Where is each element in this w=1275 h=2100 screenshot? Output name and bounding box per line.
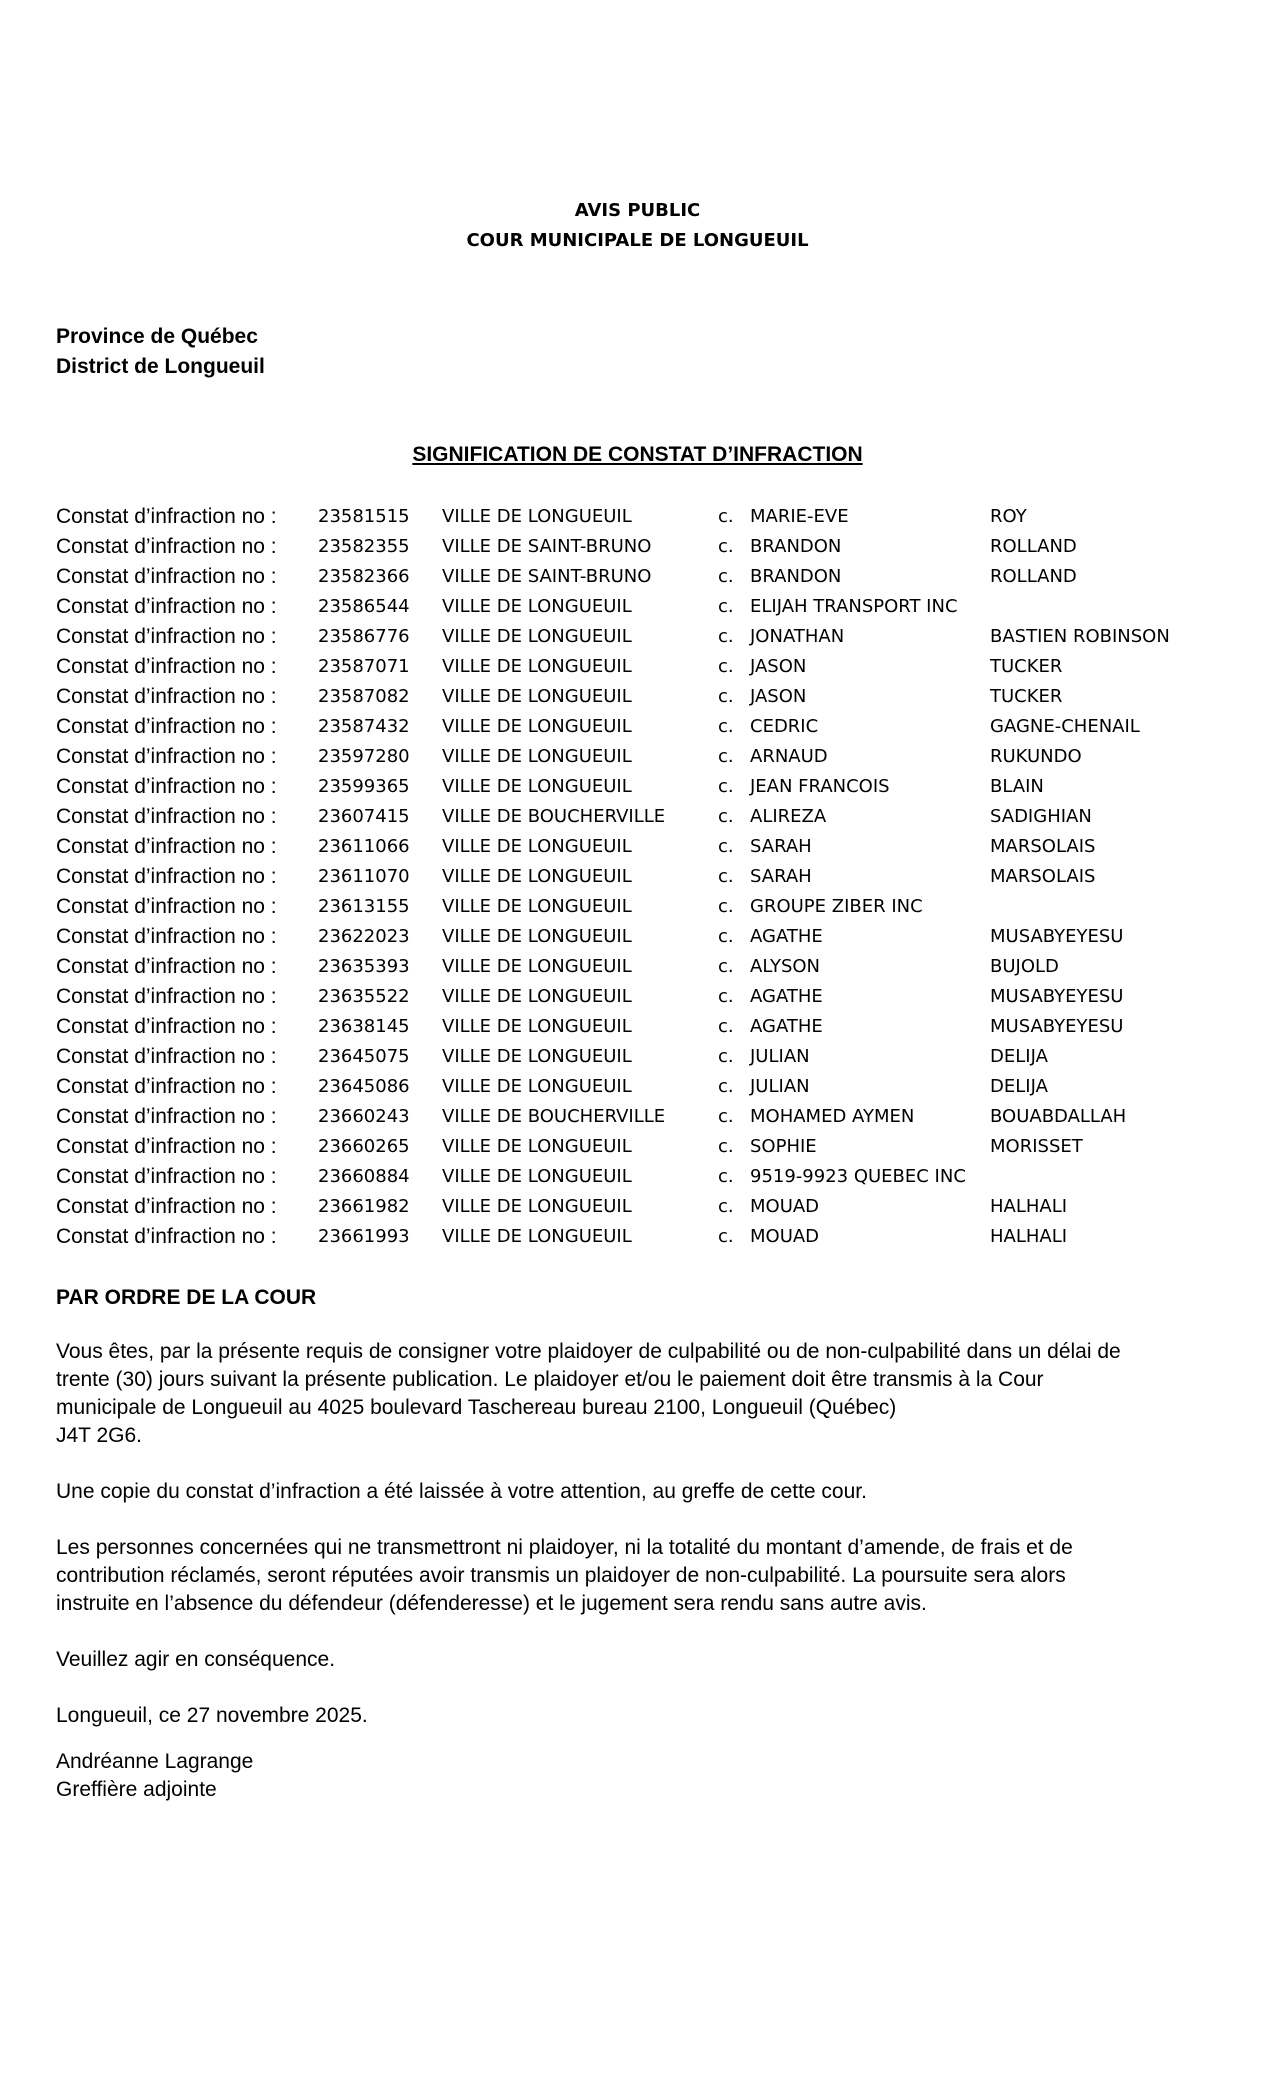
- entry-first-name: SARAH: [750, 836, 812, 857]
- entry-versus: c.: [718, 926, 734, 947]
- entry-first-name: CEDRIC: [750, 716, 819, 737]
- entry-versus: c.: [718, 716, 734, 737]
- entry-versus: c.: [718, 1046, 734, 1067]
- infraction-row: [56, 982, 1246, 1012]
- copy-paragraph: Une copie du constat d’infraction a été laissée à votre attention, au greffe de cette cour.: [56, 1480, 867, 1503]
- infraction-row: [56, 1042, 1246, 1072]
- entry-number: 23587432: [318, 716, 410, 737]
- entry-versus: c.: [718, 1166, 734, 1187]
- entry-first-name: JULIAN: [750, 1076, 810, 1097]
- entry-label: Constat d’infraction no :: [56, 1225, 277, 1248]
- infraction-row: [56, 922, 1246, 952]
- entry-number: 23635393: [318, 956, 410, 977]
- entry-versus: c.: [718, 866, 734, 887]
- default-line: contribution réclamés, seront réputées avoir transmis un plaidoyer de non-culpabilité. La poursuite sera alors: [56, 1564, 1066, 1587]
- entry-label: Constat d’infraction no :: [56, 865, 277, 888]
- jurisdiction-block: [56, 322, 265, 382]
- court-name: COUR MUNICIPALE DE LONGUEUIL: [466, 230, 809, 251]
- entry-last-name: HALHALI: [990, 1196, 1068, 1217]
- entry-number: 23622023: [318, 926, 410, 947]
- province-label: Province de Québec: [56, 325, 258, 348]
- entry-first-name: BRANDON: [750, 536, 842, 557]
- notice-body: [56, 1338, 1236, 1758]
- entry-number: 23611070: [318, 866, 410, 887]
- entry-first-name: JASON: [750, 686, 807, 707]
- entry-versus: c.: [718, 1016, 734, 1037]
- entry-prosecutor: VILLE DE BOUCHERVILLE: [442, 806, 666, 827]
- entry-prosecutor: VILLE DE LONGUEUIL: [442, 986, 632, 1007]
- order-heading: PAR ORDRE DE LA COUR: [56, 1286, 317, 1309]
- infraction-row: [56, 952, 1246, 982]
- entry-number: 23597280: [318, 746, 410, 767]
- entry-last-name: MUSABYEYESU: [990, 926, 1124, 947]
- entry-number: 23586544: [318, 596, 410, 617]
- infraction-row: [56, 892, 1246, 922]
- entry-prosecutor: VILLE DE LONGUEUIL: [442, 956, 632, 977]
- entry-prosecutor: VILLE DE LONGUEUIL: [442, 716, 632, 737]
- entry-versus: c.: [718, 956, 734, 977]
- notice-type: AVIS PUBLIC: [574, 200, 701, 221]
- entry-first-name: MARIE-EVE: [750, 506, 849, 527]
- default-paragraph: [56, 1534, 1236, 1618]
- entry-first-name: BRANDON: [750, 566, 842, 587]
- signature-block: [56, 1748, 253, 1804]
- entry-number: 23611066: [318, 836, 410, 857]
- entry-prosecutor: VILLE DE LONGUEUIL: [442, 596, 632, 617]
- infraction-row: [56, 712, 1246, 742]
- entry-label: Constat d’infraction no :: [56, 775, 277, 798]
- entry-first-name: ELIJAH TRANSPORT INC: [750, 596, 958, 617]
- entry-number: 23660884: [318, 1166, 410, 1187]
- entry-prosecutor: VILLE DE BOUCHERVILLE: [442, 1106, 666, 1127]
- entry-label: Constat d’infraction no :: [56, 565, 277, 588]
- entry-last-name: SADIGHIAN: [990, 806, 1092, 827]
- entry-first-name: SOPHIE: [750, 1136, 817, 1157]
- entry-label: Constat d’infraction no :: [56, 1195, 277, 1218]
- infraction-row: [56, 1012, 1246, 1042]
- entry-number: 23613155: [318, 896, 410, 917]
- entry-prosecutor: VILLE DE LONGUEUIL: [442, 926, 632, 947]
- infraction-row: [56, 532, 1246, 562]
- entry-last-name: ROLLAND: [990, 536, 1077, 557]
- entry-versus: c.: [718, 836, 734, 857]
- entry-first-name: JONATHAN: [750, 626, 845, 647]
- entry-versus: c.: [718, 656, 734, 677]
- entry-label: Constat d’infraction no :: [56, 955, 277, 978]
- entry-versus: c.: [718, 596, 734, 617]
- entry-last-name: MUSABYEYESU: [990, 1016, 1124, 1037]
- entry-first-name: 9519-9923 QUEBEC INC: [750, 1166, 966, 1187]
- infraction-row: [56, 1222, 1246, 1252]
- entry-label: Constat d’infraction no :: [56, 625, 277, 648]
- entry-label: Constat d’infraction no :: [56, 715, 277, 738]
- entry-number: 23635522: [318, 986, 410, 1007]
- entry-prosecutor: VILLE DE LONGUEUIL: [442, 746, 632, 767]
- notice-header: [0, 196, 1275, 256]
- infraction-row: [56, 1072, 1246, 1102]
- entry-number: 23599365: [318, 776, 410, 797]
- entry-first-name: JEAN FRANCOIS: [750, 776, 890, 797]
- entry-number: 23645086: [318, 1076, 410, 1097]
- entry-label: Constat d’infraction no :: [56, 1045, 277, 1068]
- entry-prosecutor: VILLE DE LONGUEUIL: [442, 1046, 632, 1067]
- entry-versus: c.: [718, 1196, 734, 1217]
- infraction-row: [56, 862, 1246, 892]
- entry-first-name: ALIREZA: [750, 806, 827, 827]
- entry-versus: c.: [718, 506, 734, 527]
- entry-label: Constat d’infraction no :: [56, 895, 277, 918]
- signatory-name: Andréanne Lagrange: [56, 1750, 254, 1773]
- entry-first-name: MOUAD: [750, 1196, 820, 1217]
- plea-line: trente (30) jours suivant la présente publication. Le plaidoyer et/ou le paiement doit être transmis à la Cour: [56, 1368, 1044, 1391]
- infraction-row: [56, 652, 1246, 682]
- entry-first-name: AGATHE: [750, 986, 823, 1007]
- entry-label: Constat d’infraction no :: [56, 805, 277, 828]
- entry-number: 23661982: [318, 1196, 410, 1217]
- entry-first-name: ARNAUD: [750, 746, 828, 767]
- entry-first-name: SARAH: [750, 866, 812, 887]
- infraction-row: [56, 802, 1246, 832]
- entry-last-name: DELIJA: [990, 1076, 1048, 1097]
- entry-label: Constat d’infraction no :: [56, 535, 277, 558]
- entry-prosecutor: VILLE DE LONGUEUIL: [442, 1016, 632, 1037]
- entry-first-name: MOHAMED AYMEN: [750, 1106, 915, 1127]
- entry-last-name: MARSOLAIS: [990, 866, 1096, 887]
- entry-versus: c.: [718, 986, 734, 1007]
- entry-versus: c.: [718, 566, 734, 587]
- entry-label: Constat d’infraction no :: [56, 505, 277, 528]
- entry-label: Constat d’infraction no :: [56, 1075, 277, 1098]
- entry-versus: c.: [718, 746, 734, 767]
- infraction-row: [56, 742, 1246, 772]
- plea-paragraph: [56, 1338, 1236, 1450]
- plea-line: municipale de Longueuil au 4025 boulevard Taschereau bureau 2100, Longueuil (Québec): [56, 1396, 897, 1419]
- infraction-row: [56, 1162, 1246, 1192]
- date-line: Longueuil, ce 27 novembre 2025.: [56, 1704, 368, 1727]
- entry-number: 23660243: [318, 1106, 410, 1127]
- infraction-row: [56, 1102, 1246, 1132]
- entry-number: 23582366: [318, 566, 410, 587]
- entry-prosecutor: VILLE DE LONGUEUIL: [442, 1136, 632, 1157]
- entry-label: Constat d’infraction no :: [56, 1015, 277, 1038]
- infraction-row: [56, 622, 1246, 652]
- entry-last-name: BUJOLD: [990, 956, 1059, 977]
- entry-versus: c.: [718, 806, 734, 827]
- entry-number: 23587082: [318, 686, 410, 707]
- entry-prosecutor: VILLE DE LONGUEUIL: [442, 1226, 632, 1247]
- entry-versus: c.: [718, 686, 734, 707]
- default-line: instruite en l’absence du défendeur (défenderesse) et le jugement sera rendu sans autre avis.: [56, 1592, 927, 1615]
- entry-number: 23607415: [318, 806, 410, 827]
- entry-label: Constat d’infraction no :: [56, 595, 277, 618]
- entry-label: Constat d’infraction no :: [56, 1135, 277, 1158]
- entry-label: Constat d’infraction no :: [56, 685, 277, 708]
- entry-number: 23645075: [318, 1046, 410, 1067]
- default-line: Les personnes concernées qui ne transmettront ni plaidoyer, ni la totalité du montant d’amende, de frais et de: [56, 1536, 1073, 1559]
- infraction-row: [56, 502, 1246, 532]
- entry-number: 23581515: [318, 506, 410, 527]
- entry-prosecutor: VILLE DE LONGUEUIL: [442, 896, 632, 917]
- entry-prosecutor: VILLE DE SAINT-BRUNO: [442, 536, 652, 557]
- entry-versus: c.: [718, 536, 734, 557]
- entry-label: Constat d’infraction no :: [56, 1165, 277, 1188]
- entry-prosecutor: VILLE DE LONGUEUIL: [442, 776, 632, 797]
- infraction-list: [56, 502, 1246, 1252]
- entry-last-name: ROY: [990, 506, 1027, 527]
- entry-first-name: AGATHE: [750, 926, 823, 947]
- entry-prosecutor: VILLE DE LONGUEUIL: [442, 1196, 632, 1217]
- entry-first-name: ALYSON: [750, 956, 821, 977]
- infraction-row: [56, 1192, 1246, 1222]
- entry-versus: c.: [718, 896, 734, 917]
- entry-prosecutor: VILLE DE LONGUEUIL: [442, 626, 632, 647]
- signatory-title: Greffière adjointe: [56, 1778, 217, 1801]
- entry-versus: c.: [718, 1226, 734, 1247]
- plea-line: J4T 2G6.: [56, 1424, 142, 1447]
- infraction-row: [56, 1132, 1246, 1162]
- entry-label: Constat d’infraction no :: [56, 655, 277, 678]
- entry-last-name: MORISSET: [990, 1136, 1083, 1157]
- entry-label: Constat d’infraction no :: [56, 985, 277, 1008]
- district-label: District de Longueuil: [56, 355, 265, 378]
- entry-last-name: MUSABYEYESU: [990, 986, 1124, 1007]
- entry-number: 23660265: [318, 1136, 410, 1157]
- entry-versus: c.: [718, 1076, 734, 1097]
- entry-label: Constat d’infraction no :: [56, 745, 277, 768]
- entry-versus: c.: [718, 626, 734, 647]
- entry-label: Constat d’infraction no :: [56, 835, 277, 858]
- entry-last-name: BASTIEN ROBINSON: [990, 626, 1170, 647]
- infraction-row: [56, 562, 1246, 592]
- entry-prosecutor: VILLE DE LONGUEUIL: [442, 506, 632, 527]
- entry-last-name: MARSOLAIS: [990, 836, 1096, 857]
- entry-first-name: MOUAD: [750, 1226, 820, 1247]
- entry-prosecutor: VILLE DE LONGUEUIL: [442, 656, 632, 677]
- section-title: SIGNIFICATION DE CONSTAT D’INFRACTION: [412, 443, 863, 466]
- entry-prosecutor: VILLE DE SAINT-BRUNO: [442, 566, 652, 587]
- entry-versus: c.: [718, 776, 734, 797]
- entry-first-name: JASON: [750, 656, 807, 677]
- entry-last-name: DELIJA: [990, 1046, 1048, 1067]
- entry-number: 23661993: [318, 1226, 410, 1247]
- entry-last-name: GAGNE-CHENAIL: [990, 716, 1140, 737]
- infraction-row: [56, 592, 1246, 622]
- entry-versus: c.: [718, 1136, 734, 1157]
- entry-last-name: TUCKER: [990, 686, 1063, 707]
- entry-prosecutor: VILLE DE LONGUEUIL: [442, 1076, 632, 1097]
- entry-label: Constat d’infraction no :: [56, 1105, 277, 1128]
- entry-number: 23638145: [318, 1016, 410, 1037]
- entry-last-name: BLAIN: [990, 776, 1044, 797]
- plea-line: Vous êtes, par la présente requis de consigner votre plaidoyer de culpabilité ou de non-culpabilité dans un délai de: [56, 1340, 1121, 1363]
- entry-label: Constat d’infraction no :: [56, 925, 277, 948]
- entry-last-name: TUCKER: [990, 656, 1063, 677]
- entry-first-name: GROUPE ZIBER INC: [750, 896, 923, 917]
- infraction-row: [56, 832, 1246, 862]
- infraction-row: [56, 682, 1246, 712]
- entry-prosecutor: VILLE DE LONGUEUIL: [442, 686, 632, 707]
- entry-last-name: RUKUNDO: [990, 746, 1082, 767]
- entry-last-name: ROLLAND: [990, 566, 1077, 587]
- entry-first-name: AGATHE: [750, 1016, 823, 1037]
- entry-last-name: HALHALI: [990, 1226, 1068, 1247]
- entry-versus: c.: [718, 1106, 734, 1127]
- act-accordingly: Veuillez agir en conséquence.: [56, 1648, 336, 1671]
- entry-prosecutor: VILLE DE LONGUEUIL: [442, 1166, 632, 1187]
- entry-number: 23587071: [318, 656, 410, 677]
- entry-prosecutor: VILLE DE LONGUEUIL: [442, 866, 632, 887]
- entry-number: 23582355: [318, 536, 410, 557]
- entry-last-name: BOUABDALLAH: [990, 1106, 1127, 1127]
- entry-prosecutor: VILLE DE LONGUEUIL: [442, 836, 632, 857]
- infraction-row: [56, 772, 1246, 802]
- entry-number: 23586776: [318, 626, 410, 647]
- entry-first-name: JULIAN: [750, 1046, 810, 1067]
